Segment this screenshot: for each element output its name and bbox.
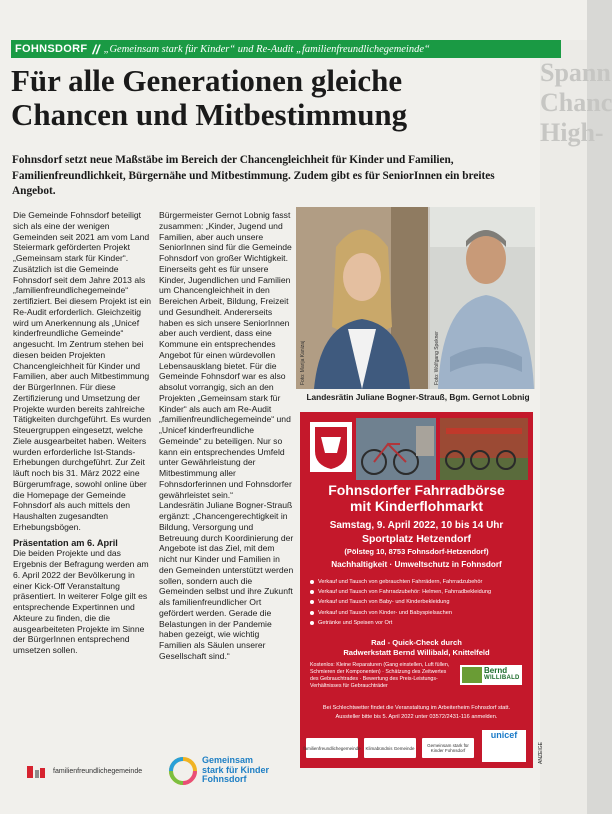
unicef-logo xyxy=(482,730,526,762)
anzeige-label: ANZEIGE xyxy=(538,742,544,764)
unicef-text: unicef xyxy=(490,730,518,740)
ad-small-text: Kleine Reparaturen (Gang einstellen, Luft füllen, Schmieren der Komponenten) · Schätzung des Zeitwertes des Gebrauchtrades · Bewertung des Preis-Leistungs-Verhältnisses für Gebrauchträder xyxy=(310,662,450,689)
woman-portrait-illustration xyxy=(296,207,428,389)
logo1-text: familienfreundlichegemeinde xyxy=(53,768,143,775)
bullet-icon xyxy=(310,590,314,594)
ad-footer-line-2: Aussteller bitte bis 5. April 2022 unter 03572/2431-116 anmelden. xyxy=(335,713,498,720)
bike-rack-photo xyxy=(440,418,528,480)
photo-credit-left: Foto: Marija Kanizaj xyxy=(300,340,306,385)
ad-date: Samstag, 9. April 2022, 10 bis 14 Uhr xyxy=(329,520,504,531)
bernd-logo-text-2: WILLIBALD xyxy=(484,675,520,681)
logo2-line-2: stark für Kinder xyxy=(202,764,270,775)
ad-address: (Pölsteg 10, 8753 Fohnsdorf-Hetzendorf) xyxy=(344,547,489,556)
logo2-line-1: Gemeinsam xyxy=(202,755,254,765)
ghost-headline-1: Spann xyxy=(540,58,611,87)
logo2-text xyxy=(202,756,269,785)
ad-place: Sportplatz Hetzendorf xyxy=(361,533,472,545)
gemeinsam-stark-logo xyxy=(166,750,286,792)
ad-item-list xyxy=(310,577,530,628)
article-column-1 xyxy=(13,210,153,656)
logo2-line-3: Fohnsdorf xyxy=(202,774,247,784)
list-item: Verkauf und Tausch von gebrauchten Fahrrädern, Fahrradzubehör xyxy=(310,577,530,587)
column1-subhead: Präsentation am 6. April xyxy=(13,537,118,548)
photo-caption: Landesrätin Juliane Bogner-Strauß, Bgm. Gernot Lobnig xyxy=(306,392,530,402)
familienfreundlichegemeinde-logo xyxy=(25,760,155,784)
bernd-willibald-logo xyxy=(460,665,522,685)
man-portrait-illustration xyxy=(430,207,535,389)
ad-sponsor-logos xyxy=(303,730,528,762)
bullet-icon xyxy=(310,580,314,584)
ad-service-details xyxy=(310,662,450,690)
ghost-headline-3: High- xyxy=(540,118,604,147)
section-divider: // xyxy=(92,41,100,57)
bernd-logo-text-1: Bernd xyxy=(484,666,508,675)
bicycles-photo xyxy=(356,418,436,480)
bullet-icon xyxy=(310,621,314,625)
article-column-2 xyxy=(159,210,294,662)
article-lead: Fohnsdorf setzt neue Maßstäbe im Bereich der Chancengleichheit für Kinder und Familien, Familienfreundlichkeit, Bürgernähe und Mitbestimmung. Zudem gibt es für SeniorInnen ein breites Angebot. xyxy=(12,154,495,197)
fahrradboerse-advertisement xyxy=(300,412,533,768)
list-item: Verkauf und Tausch von Fahrradzubehör: Helmen, Fahrradbekleidung xyxy=(310,587,530,597)
column1-paragraph-2: Die beiden Projekte und das Ergebnis der Befragung werden am 6. April 2022 der Bevölkerung in einer Kick-Off Veranstaltung präsentiert. In weiterer Folge gilt es entsprechende Expertinnen und Akteure zu finden, die die ausgearbeiteten Projekte im Sinne der BürgerInnen entsprechend umsetzen sollen. xyxy=(13,548,149,655)
ad-title-line-1: Fohnsdorfer Fahrradbörse xyxy=(328,482,505,498)
ad-small-head: Kostenlos: xyxy=(310,662,335,668)
article-headline xyxy=(11,64,531,132)
ad-quick-line-1: Rad - Quick-Check durch xyxy=(371,638,462,647)
list-item: Verkauf und Tausch von Kinder- und Babyspielsachen xyxy=(310,608,530,618)
bullet-icon xyxy=(310,600,314,604)
photo-juliane-bogner-strauss xyxy=(296,207,428,389)
ad-quick-check xyxy=(300,638,533,657)
headline-line-1: Für alle Generationen gleiche xyxy=(11,63,403,98)
adjacent-page-strip xyxy=(540,40,612,814)
portrait-photos xyxy=(296,207,535,389)
rainbow-ring-icon xyxy=(168,756,198,786)
section-header-bar xyxy=(11,40,561,58)
ad-image-strip xyxy=(310,418,528,480)
ad-quick-line-2: Radwerkstatt Bernd Willibald, Knittelfeld xyxy=(343,647,490,657)
sponsor-gemeinsam-stark: Gemeinsam stark für Kinder Fohnsdorf xyxy=(422,738,474,758)
fohnsdorf-crest-icon xyxy=(310,422,352,472)
ad-footer xyxy=(300,704,533,721)
headline-line-2: Chancen und Mitbestimmung xyxy=(11,97,408,132)
ghost-headline-2: Chanc xyxy=(540,88,612,117)
list-item: Verkauf und Tausch von Baby- und Kinderbekleidung xyxy=(310,597,530,607)
section-location: FOHNSDORF xyxy=(15,43,88,55)
list-item: Getränke und Speisen vor Ort xyxy=(310,618,530,628)
photo-gernot-lobnig xyxy=(430,207,535,389)
ad-title xyxy=(300,482,533,514)
ad-footer-line-1: Bei Schlechtwetter findet die Veranstaltung im Arbeiterheim Fohnsdorf statt. xyxy=(322,705,511,711)
bike-shop-icon xyxy=(462,667,482,683)
ad-title-line-2: mit Kinderflohmarkt xyxy=(349,498,483,514)
sponsor-klimabuendnis: Klimabündnis Gemeinde xyxy=(364,738,416,758)
family-icon xyxy=(25,764,47,780)
photo-credit-right: Foto: Wolfgang Spekner xyxy=(434,331,440,385)
column2-paragraph-2: Landesrätin Juliane Bogner-Strauß ergänzt: „Chancengerechtigkeit in Bildung, Versorgung und Betreuung durch Koordinierung der Angebote ist das Ziel, mit dem nicht nur Kinder und Familien in den Gemeinden unterstützt werden sollen, sondern auch die Gemeinden selbst und ihre Zukunft als familienfreundlicher Ort gefördert werden. Gerade die Belastungen in der Pandemie haben gezeigt, wie wichtig Familien als Säulen unserer Gesellschaft sind.“ xyxy=(159,500,294,661)
sponsor-familienfreundlich: familienfreundlichegemeinde xyxy=(306,738,358,758)
column2-paragraph-1: Bürgermeister Gernot Lobnig fasst zusammen: „Kinder, Jugend und Familien, aber auch unsere SeniorInnen sind für die Gemeinde Fohnsdorf von großer Wichtigkeit. Einerseits geht es für unsere Kinder, Jugendlichen und Familien um Chancengleichheit in den Bereichen Arbeit, Bildung, Freizeit und Gesundheit. Andererseits haben es sich unsere SeniorInnen aber auch verdient, dass eine Kommune ein entsprechendes Angebot für einen würdevollen Lebensausklang bietet. Für die Gemeinde Fohnsdorf war es also absolut vorrangig, sich an den Projekten „Gemeinsam stark für Kinder“ als auch am Re-Audit „familienfreundlichegemeinde“ und „Unicef kinderfreundliche Gemeinde“ zu beteiligen. Nur so kann ein entsprechendes Umfeld unter Gewährleistung der Mitbestimmung aller Fohnsdorferinnen und Fohnsdorfer gewährleistet sein.“ xyxy=(159,210,292,500)
section-subtitle: „Gemeinsam stark für Kinder“ und Re-Audit „familienfreundlichegemeinde“ xyxy=(103,43,430,55)
ad-sustainability: Nachhaltigkeit · Umweltschutz in Fohnsdorf xyxy=(331,560,502,569)
bullet-icon xyxy=(310,611,314,615)
column1-paragraph-1: Die Gemeinde Fohnsdorf beteiligt sich als eine der wenigen Gemeinden seit 2021 am vom Land Steiermark geförderten Projekt „Gemeinsam stark für Kinder“. Zusätzlich ist die Gemeinde Fohnsdorf seit dem Jahre 2013 als „familienfreundlichegemeinde“ zertifiziert. Bei diesem Projekt ist ein Re-Audit erforderlich. Gleichzeitig wird um Anerkennung als „Unicef kinderfreundliche Gemeinde“ angesucht. Im Zentrum stehen bei diesen beiden Projekten Chancengleichheit für Kinder und Familien, aber auch Mitbestimmung der BürgerInnen. Für diese Zertifizierung und Umsetzung der Projekte wurden bereits zahlreiche Tätigkeiten durchgeführt. Es wurden Steuergruppen eingesetzt, welche Ziele ausgearbeitet haben. Weiters wurden erforderliche Ist-Stands-Erhebungen durchgeführt. Zur Zeit läuft noch bis 31. März 2022 eine Bürgerumfrage, sowohl online über die Homepage der Gemeinde Fohnsdorf als auch mittels den Haushalten zugesandten Erhebungsbögen. xyxy=(13,210,152,532)
